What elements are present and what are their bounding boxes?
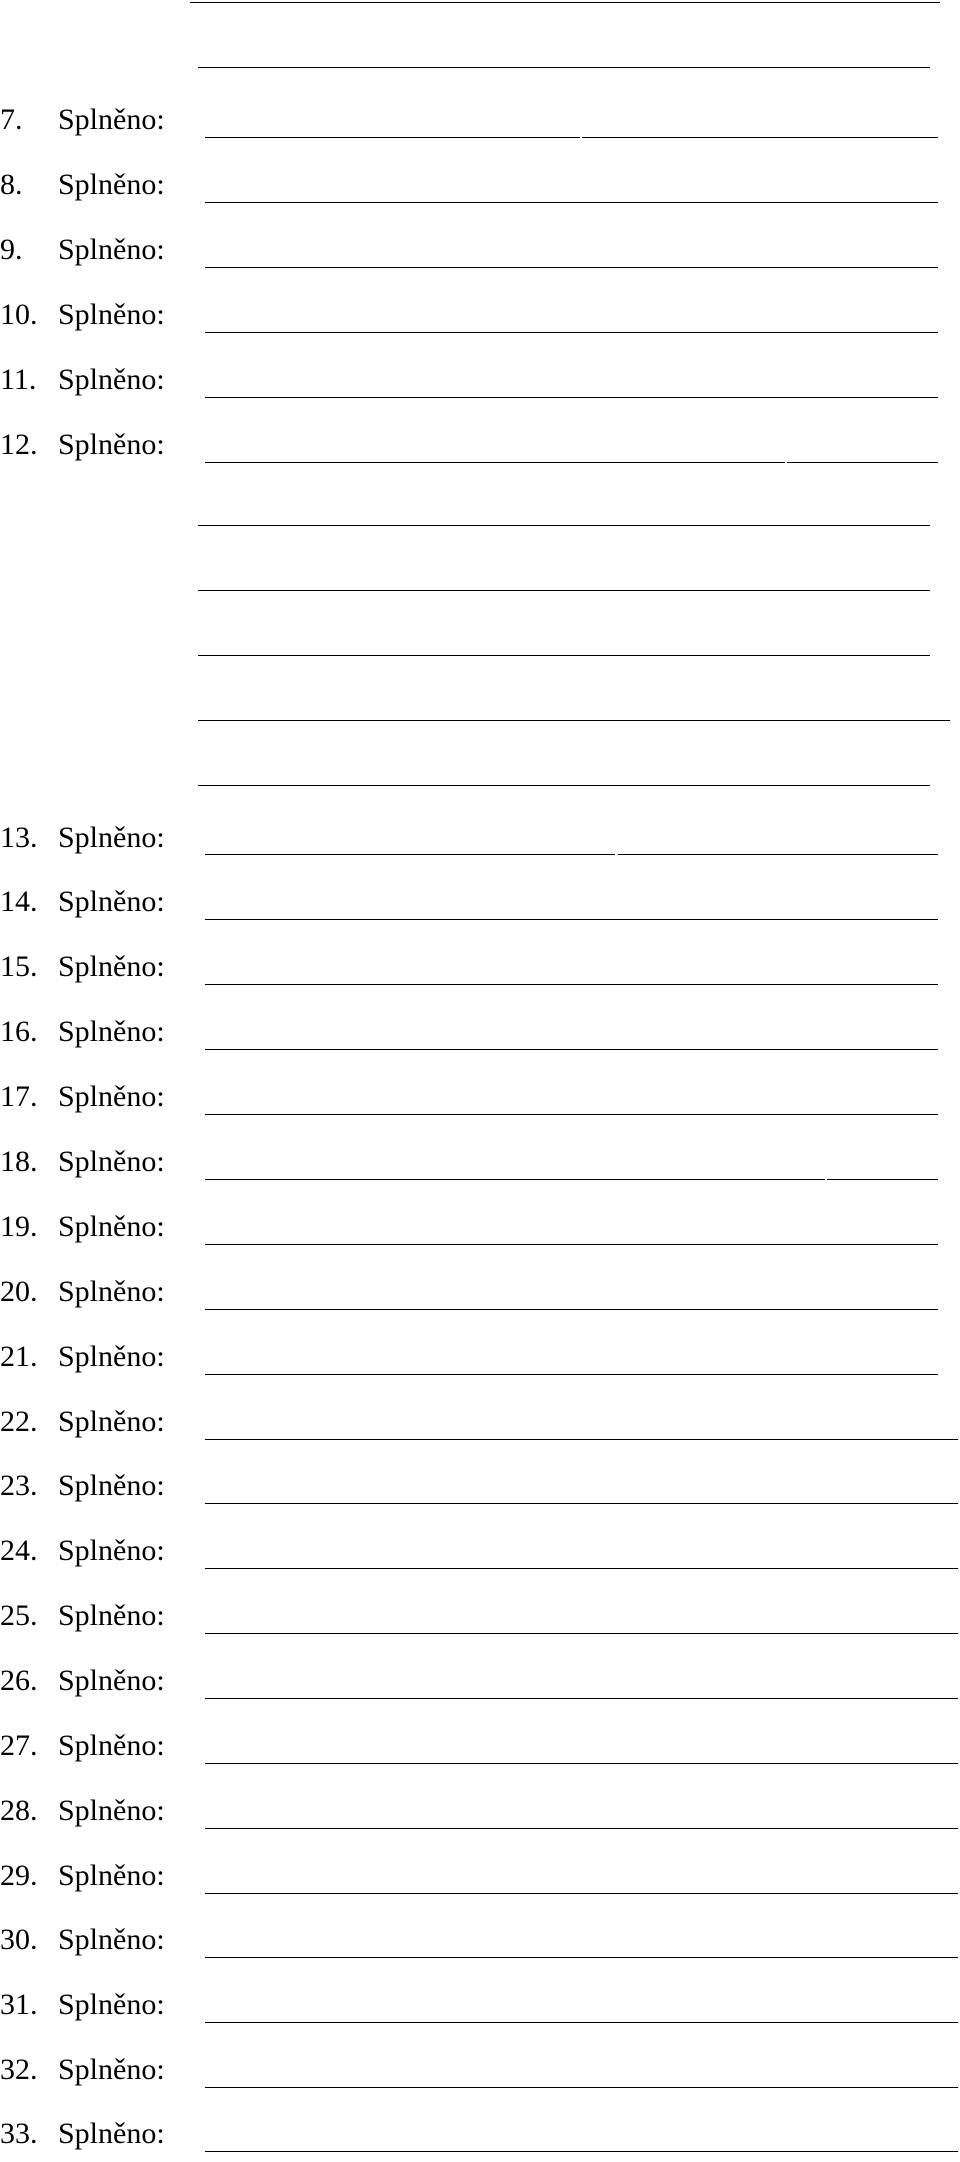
item-number: 27. xyxy=(0,1729,38,1762)
status-label: Splněno: xyxy=(58,103,165,136)
status-label: Splněno: xyxy=(58,1469,165,1502)
answer-line[interactable] xyxy=(205,202,938,203)
answer-line[interactable] xyxy=(618,854,938,855)
answer-line[interactable] xyxy=(205,1114,938,1115)
answer-line[interactable] xyxy=(205,2022,958,2023)
item-number: 7. xyxy=(0,103,23,136)
answer-line[interactable] xyxy=(205,267,938,268)
status-label: Splněno: xyxy=(58,2117,165,2150)
answer-line[interactable] xyxy=(582,137,938,138)
item-number: 23. xyxy=(0,1469,38,1502)
item-number: 15. xyxy=(0,950,38,983)
item-label xyxy=(0,360,165,400)
item-label xyxy=(0,1791,165,1831)
item-label xyxy=(0,230,165,270)
item-number: 21. xyxy=(0,1340,38,1373)
answer-line[interactable] xyxy=(205,1893,958,1894)
item-label xyxy=(0,1920,165,1960)
answer-line[interactable] xyxy=(205,1179,825,1180)
item-label xyxy=(0,1985,165,2025)
answer-line[interactable] xyxy=(205,1957,958,1958)
answer-line[interactable] xyxy=(205,1244,938,1245)
status-label: Splněno: xyxy=(58,428,165,461)
item-label xyxy=(0,818,165,858)
item-number: 28. xyxy=(0,1794,38,1827)
item-label xyxy=(0,1402,165,1442)
status-label: Splněno: xyxy=(58,1210,165,1243)
item-label xyxy=(0,1207,165,1247)
item-label xyxy=(0,1661,165,1701)
answer-line[interactable] xyxy=(205,2087,958,2088)
item-number: 8. xyxy=(0,168,23,201)
answer-line[interactable] xyxy=(205,919,938,920)
item-number: 26. xyxy=(0,1664,38,1697)
answer-line[interactable] xyxy=(787,462,938,463)
status-label: Splněno: xyxy=(58,1015,165,1048)
item-label xyxy=(0,947,165,987)
item-number: 9. xyxy=(0,233,23,266)
answer-line[interactable] xyxy=(205,332,938,333)
status-label: Splněno: xyxy=(58,1275,165,1308)
blank-line[interactable] xyxy=(198,785,930,786)
item-number: 31. xyxy=(0,1988,38,2021)
item-number: 20. xyxy=(0,1275,38,1308)
answer-line[interactable] xyxy=(205,1698,958,1699)
blank-line[interactable] xyxy=(198,655,930,656)
item-number: 13. xyxy=(0,821,38,854)
item-label xyxy=(0,100,165,140)
answer-line[interactable] xyxy=(205,1374,938,1375)
item-label xyxy=(0,882,165,922)
item-number: 25. xyxy=(0,1599,38,1632)
item-label xyxy=(0,1596,165,1636)
item-number: 11. xyxy=(0,363,37,396)
answer-line[interactable] xyxy=(205,2151,958,2152)
answer-line[interactable] xyxy=(205,1309,938,1310)
status-label: Splněno: xyxy=(58,885,165,918)
status-label: Splněno: xyxy=(58,1988,165,2021)
item-label xyxy=(0,165,165,205)
blank-line[interactable] xyxy=(198,590,930,591)
answer-line[interactable] xyxy=(205,137,580,138)
status-label: Splněno: xyxy=(58,1405,165,1438)
item-number: 12. xyxy=(0,428,38,461)
status-label: Splněno: xyxy=(58,1080,165,1113)
status-label: Splněno: xyxy=(58,168,165,201)
status-label: Splněno: xyxy=(58,1340,165,1373)
status-label: Splněno: xyxy=(58,1145,165,1178)
item-number: 24. xyxy=(0,1534,38,1567)
answer-line[interactable] xyxy=(205,462,785,463)
status-label: Splněno: xyxy=(58,821,165,854)
status-label: Splněno: xyxy=(58,950,165,983)
item-label xyxy=(0,1856,165,1896)
item-label xyxy=(0,425,165,465)
status-label: Splněno: xyxy=(58,1923,165,1956)
answer-line[interactable] xyxy=(205,1503,958,1504)
item-label xyxy=(0,1726,165,1766)
item-number: 33. xyxy=(0,2117,38,2150)
item-label xyxy=(0,1272,165,1312)
item-label xyxy=(0,2050,165,2090)
status-label: Splněno: xyxy=(58,363,165,396)
answer-line[interactable] xyxy=(205,1828,958,1829)
item-label xyxy=(0,1531,165,1571)
item-label xyxy=(0,1077,165,1117)
item-number: 18. xyxy=(0,1145,38,1178)
status-label: Splněno: xyxy=(58,1794,165,1827)
status-label: Splněno: xyxy=(58,1859,165,1892)
answer-line[interactable] xyxy=(205,984,938,985)
item-label xyxy=(0,2114,165,2154)
status-label: Splněno: xyxy=(58,1664,165,1697)
blank-line[interactable] xyxy=(198,720,950,721)
status-label: Splněno: xyxy=(58,1599,165,1632)
item-number: 22. xyxy=(0,1405,38,1438)
blank-line xyxy=(190,2,940,3)
blank-line xyxy=(198,67,930,68)
item-label xyxy=(0,1337,165,1377)
status-label: Splněno: xyxy=(58,298,165,331)
status-label: Splněno: xyxy=(58,2053,165,2086)
item-number: 17. xyxy=(0,1080,38,1113)
item-number: 19. xyxy=(0,1210,38,1243)
item-label xyxy=(0,1142,165,1182)
status-label: Splněno: xyxy=(58,233,165,266)
answer-line[interactable] xyxy=(205,1049,938,1050)
item-number: 29. xyxy=(0,1859,38,1892)
status-label: Splněno: xyxy=(58,1729,165,1762)
answer-line[interactable] xyxy=(827,1179,938,1180)
status-label: Splněno: xyxy=(58,1534,165,1567)
item-label xyxy=(0,1466,165,1506)
item-label xyxy=(0,295,165,335)
item-number: 10. xyxy=(0,298,38,331)
answer-line[interactable] xyxy=(205,1439,958,1440)
item-label xyxy=(0,1012,165,1052)
answer-line[interactable] xyxy=(205,1633,958,1634)
answer-line[interactable] xyxy=(205,1568,958,1569)
answer-line[interactable] xyxy=(205,397,938,398)
item-number: 14. xyxy=(0,885,38,918)
answer-line[interactable] xyxy=(205,854,615,855)
item-number: 16. xyxy=(0,1015,38,1048)
item-number: 30. xyxy=(0,1923,38,1956)
blank-line[interactable] xyxy=(198,525,930,526)
answer-line[interactable] xyxy=(205,1763,958,1764)
item-number: 32. xyxy=(0,2053,38,2086)
